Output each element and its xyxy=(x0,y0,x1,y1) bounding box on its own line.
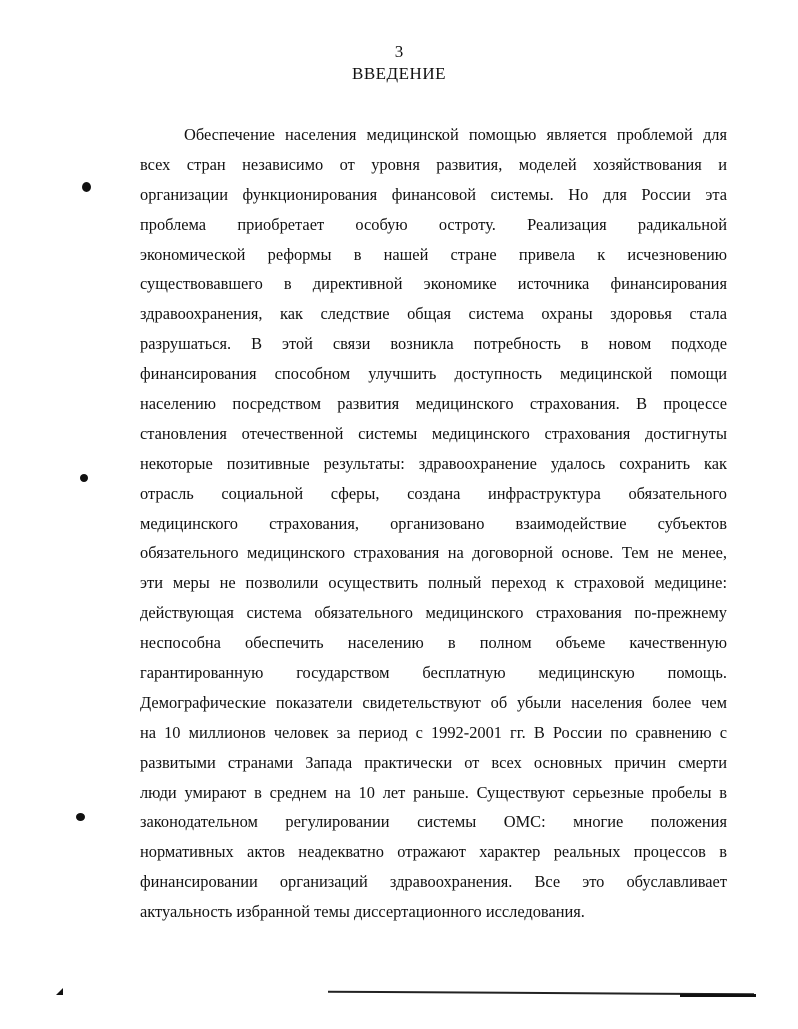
text-line: проблема приобретает особую остроту. Реализация радикальной xyxy=(140,214,727,234)
text-line: Демографические показатели свидетельствуют об убыли населения более чем xyxy=(140,692,727,712)
text-line: некоторые позитивные результаты: здравоохранение удалось сохранить как xyxy=(140,453,727,473)
binder-hole-mark xyxy=(80,474,88,482)
text-line: неспособна обеспечить населению в полном объеме качественную xyxy=(140,633,727,653)
binder-hole-mark xyxy=(82,182,91,192)
text-line: существовавшего в директивной экономике источника финансирования xyxy=(140,274,727,294)
text-line: нормативных актов неадекватно отражают характер реальных процессов в xyxy=(140,842,727,862)
text-line: медицинского страхования, организовано взаимодействие субъектов xyxy=(140,513,727,533)
binder-hole-mark xyxy=(76,813,85,821)
text-line: Обеспечение населения медицинской помощью является проблемой для xyxy=(184,125,727,144)
text-line: гарантированную государством бесплатную медицинскую помощь. xyxy=(140,663,727,683)
text-line: организации функционирования финансовой системы. Но для России эта xyxy=(140,184,727,204)
text-line: действующая система обязательного медицинского страхования по-прежнему xyxy=(140,603,727,623)
text-line: разрушаться. В этой связи возникла потребность в новом подходе xyxy=(140,334,727,354)
text-line: законодательном регулировании системы ОМС: многие положения xyxy=(140,812,727,832)
text-line: всех стран независимо от уровня развития, моделей хозяйствования и xyxy=(140,154,727,174)
text-line: становления отечественной системы медицинского страхования достигнуты xyxy=(140,423,727,443)
scan-edge-line-tail xyxy=(680,994,756,997)
text-line: люди умирают в среднем на 10 лет раньше. Существуют серьезные пробелы в xyxy=(140,782,727,802)
text-line: населению посредством развития медицинского страхования. В процессе xyxy=(140,394,727,414)
text-line: эти меры не позволили осуществить полный переход к страховой медицине: xyxy=(140,573,727,593)
text-line: финансирования способном улучшить доступность медицинской помощи xyxy=(140,364,727,384)
text-line: здравоохранения, как следствие общая система охраны здоровья стала xyxy=(140,304,727,324)
text-line: обязательного медицинского страхования на договорной основе. Тем не менее, xyxy=(140,543,727,563)
introduction-paragraph xyxy=(140,124,727,931)
scan-corner-mark xyxy=(56,988,63,995)
text-line: отрасль социальной сферы, создана инфраструктура обязательного xyxy=(140,483,727,503)
text-line: финансировании организаций здравоохранения. Все это обуславливает xyxy=(140,872,727,892)
page-title: ВВЕДЕНИЕ xyxy=(352,64,446,83)
text-line: экономической реформы в нашей стране привела к исчезновению xyxy=(140,244,727,264)
text-line: на 10 миллионов человек за период с 1992-2001 гг. В России по сравнению с xyxy=(140,722,727,742)
text-line: развитыми странами Запада практически от всех основных причин смерти xyxy=(140,752,727,772)
text-line: актуальность избранной темы диссертационного исследования. xyxy=(140,902,585,922)
page-number: 3 xyxy=(394,42,404,61)
